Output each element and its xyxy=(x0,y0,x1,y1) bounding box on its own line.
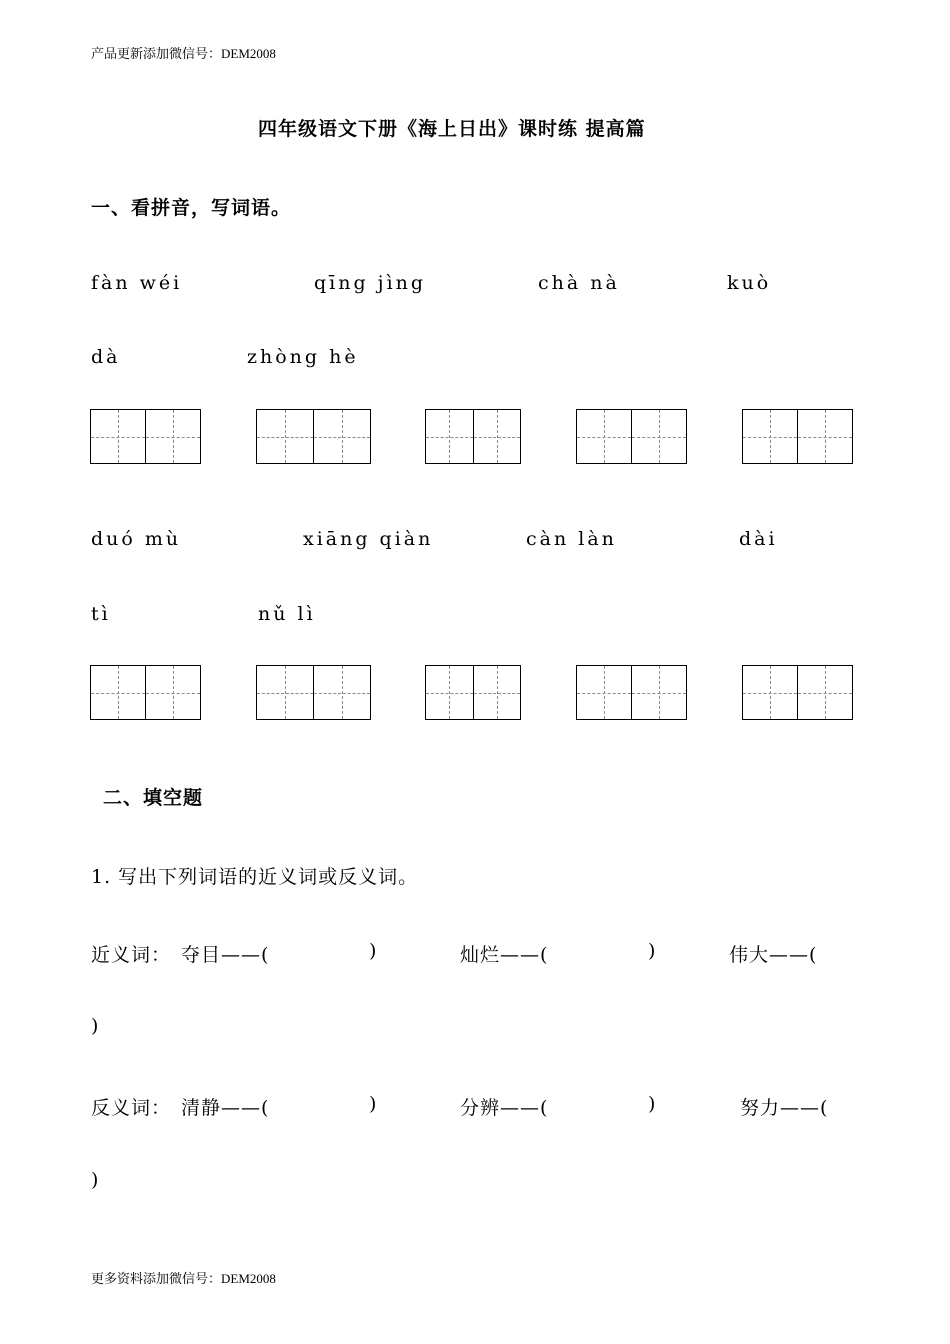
writing-grid[interactable] xyxy=(256,665,371,720)
synonym-item: 夺目——( xyxy=(181,944,270,966)
writing-grid[interactable] xyxy=(90,409,201,464)
antonym-item: 分辨——( xyxy=(460,1097,549,1119)
writing-grid[interactable] xyxy=(742,409,853,464)
antonym-item: 清静——( xyxy=(181,1097,270,1119)
header-note: 产品更新添加微信号：DEM2008 xyxy=(91,46,276,61)
section1-heading: 一、看拼音，写词语。 xyxy=(91,197,292,219)
writing-grid[interactable] xyxy=(425,665,521,720)
synonym-item: 灿烂——( xyxy=(460,944,549,966)
close-paren: ) xyxy=(91,1015,100,1037)
close-paren: ) xyxy=(648,940,657,962)
pinyin-can-lan: càn làn xyxy=(526,528,617,550)
close-paren: ) xyxy=(648,1093,657,1115)
writing-grid[interactable] xyxy=(425,409,521,464)
antonym-label: 反义词： xyxy=(91,1097,172,1119)
pinyin-fan-wei: fàn wéi xyxy=(91,272,183,294)
writing-grid[interactable] xyxy=(90,665,201,720)
synonym-label: 近义词： xyxy=(91,944,172,966)
footer-note: 更多资料添加微信号：DEM2008 xyxy=(91,1271,276,1286)
synonym-item: 伟大——( xyxy=(729,944,818,966)
pinyin-zhong-he: zhòng hè xyxy=(247,346,359,368)
page-title: 四年级语文下册《海上日出》课时练 提高篇 xyxy=(258,118,646,140)
writing-grid[interactable] xyxy=(576,409,687,464)
section2-heading: 二、填空题 xyxy=(103,787,204,809)
close-paren: ) xyxy=(369,1093,378,1115)
pinyin-ti: tì xyxy=(91,603,111,625)
pinyin-da: dà xyxy=(91,346,121,368)
close-paren: ) xyxy=(369,940,378,962)
writing-grid[interactable] xyxy=(576,665,687,720)
pinyin-cha-na: chà nà xyxy=(538,272,620,294)
pinyin-duo-mu: duó mù xyxy=(91,528,182,550)
close-paren: ) xyxy=(91,1169,100,1191)
pinyin-kuo: kuò xyxy=(727,272,772,294)
pinyin-dai: dài xyxy=(739,528,778,550)
antonym-item: 努力——( xyxy=(740,1097,829,1119)
pinyin-nu-li: nǔ lì xyxy=(258,603,316,625)
writing-grid[interactable] xyxy=(742,665,853,720)
writing-grid[interactable] xyxy=(256,409,371,464)
pinyin-xiang-qian: xiāng qiàn xyxy=(303,528,434,550)
question-1: 1. 写出下列词语的近义词或反义词。 xyxy=(91,866,419,888)
pinyin-qing-jing: qīng jìng xyxy=(314,272,427,294)
